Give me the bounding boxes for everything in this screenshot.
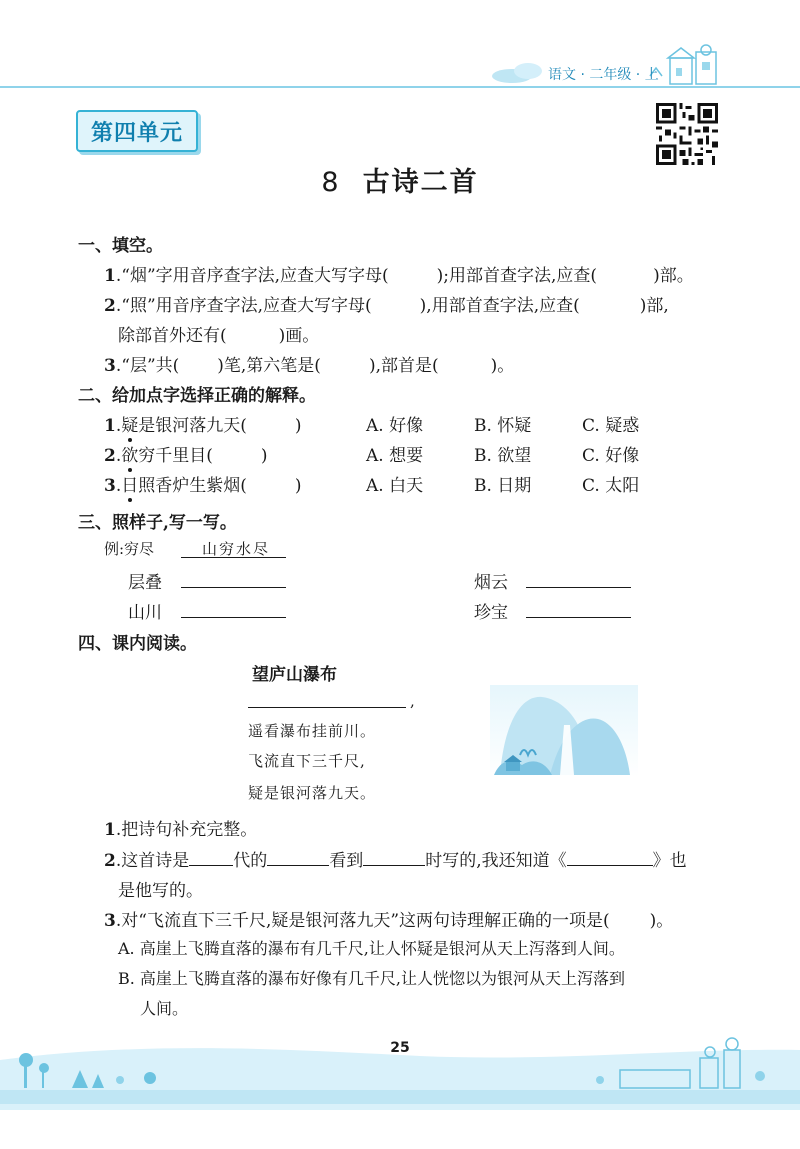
word-1-answer-line[interactable] [181,587,286,588]
section-heading-fill-blank: 一、填空。 [78,236,163,256]
poem-line-2: 遥看瀑布挂前川。 [248,722,377,740]
question-text: ),部首是( [368,356,439,376]
question-1-2-cont [118,321,319,346]
option-b[interactable]: B. 高崖上飞腾直落的瀑布好像有几千尺,让人恍惚以为银河从天上泻落到 [118,969,626,988]
poem-line-3: 飞流直下三千尺, [248,752,366,770]
question-1-3 [104,351,514,376]
lesson-title [0,160,800,199]
lesson-title-text: 古诗二首 [362,167,479,198]
question-text: )画。 [278,326,320,346]
word-4: 珍宝 [474,603,508,623]
question-text: . [115,416,122,436]
question-text: 时写的,我还知道《 [425,851,567,871]
reading-question-1 [104,815,257,840]
choice-option-c[interactable]: C. 好像 [582,446,640,466]
word-3-answer-line[interactable] [181,617,286,618]
choice-question [104,411,302,436]
question-number: 1 [104,266,116,286]
reading-question-2 [104,846,687,871]
question-number: 1 [104,820,116,840]
header-rule [0,86,800,88]
unit-badge: 第四单元 [76,110,198,152]
question-text: .“烟”字用音序查字法,应查大写字母( [115,266,389,286]
question-1-2 [104,291,669,316]
choice-option-b[interactable]: B. 怀疑 [474,416,532,436]
choice-option-c[interactable]: C. 疑惑 [582,416,640,436]
question-text: .把诗句补充完整。 [115,820,258,840]
section-heading-reading: 四、课内阅读。 [78,634,197,654]
question-number: 2 [104,296,116,316]
question-number: 2 [104,851,116,871]
waterfall-illustration [490,685,638,777]
choice-question [104,471,302,496]
question-text: .对“飞流直下三千尺,疑是银河落九天”这两句诗理解正确的一项是( [115,911,610,931]
subject-label: 语文 · 二年级 · 上 [548,67,659,83]
question-1-1 [104,261,694,286]
question-text: )部。 [653,266,694,286]
question-text: 除部首外还有( [118,326,227,346]
footer-decoration [0,1020,800,1110]
reading-question-2-cont: 是他写的。 [118,881,203,901]
choice-question [104,441,268,466]
qr-code-icon[interactable] [656,103,718,165]
question-text: . [115,446,122,466]
answer-blank[interactable] [363,865,425,866]
question-text: ) [294,416,302,436]
answer-blank[interactable] [267,865,329,866]
dotted-character: 疑 [121,416,139,436]
choice-option-c[interactable]: C. 太阳 [582,476,640,496]
question-text: )。 [490,356,515,376]
question-text: .这首诗是 [115,851,190,871]
question-text: )。 [649,911,674,931]
question-text: 是银河落九天( [138,416,247,436]
question-text: .“照”用音序查字法,应查大写字母( [115,296,372,316]
question-number: 3 [104,911,116,931]
answer-blank[interactable] [567,865,653,866]
poem-comma: , [410,692,416,710]
question-text: 穷千里目( [138,446,213,466]
example-label: 例:穷尽 [104,540,155,558]
question-text: ) [294,476,302,496]
question-text: .“层”共( [115,356,180,376]
question-number: 3 [104,356,116,376]
word-3: 山川 [128,603,162,623]
question-text: ),用部首查字法,应查( [419,296,580,316]
section-heading-follow-example: 三、照样子,写一写。 [78,513,237,533]
word-4-answer-line[interactable] [526,617,631,618]
question-text: )部, [639,296,669,316]
section-heading-dotted-char: 二、给加点字选择正确的解释。 [78,386,316,406]
dotted-character: 欲 [121,446,139,466]
word-1: 层叠 [128,573,162,593]
question-text: . [115,476,122,496]
question-text: 》也 [652,851,687,871]
choice-option-a[interactable]: A. 想要 [366,446,424,466]
option-a[interactable]: A. 高崖上飞腾直落的瀑布有几千尺,让人怀疑是银河从天上泻落到人间。 [118,939,625,958]
question-text: );用部首查字法,应查( [436,266,598,286]
question-number: 2 [104,446,116,466]
choice-option-b[interactable]: B. 欲望 [474,446,532,466]
reading-question-3 [104,906,673,931]
poem-title: 望庐山瀑布 [252,665,337,685]
poem-line-4: 疑是银河落九天。 [248,784,377,802]
word-2: 烟云 [474,573,508,593]
question-text: )笔,第六笔是( [217,356,321,376]
page-number: 25 [390,1040,410,1056]
choice-option-a[interactable]: A. 好像 [366,416,424,436]
example-answer: 山穷水尽 [201,540,270,558]
question-text: ) [260,446,268,466]
question-number: 3 [104,476,116,496]
poem-first-line-blank[interactable] [248,707,406,708]
question-text: 代的 [233,851,268,871]
answer-blank[interactable] [189,865,233,866]
option-b-cont: 人间。 [140,999,189,1018]
question-number: 1 [104,416,116,436]
question-text: 看到 [329,851,364,871]
example-underline [181,557,286,558]
word-2-answer-line[interactable] [526,587,631,588]
dotted-character: 日 [121,476,139,496]
question-text: 照香炉生紫烟( [138,476,247,496]
choice-option-b[interactable]: B. 日期 [474,476,532,496]
lesson-number: 8 [321,167,341,198]
choice-option-a[interactable]: A. 白天 [366,476,424,496]
